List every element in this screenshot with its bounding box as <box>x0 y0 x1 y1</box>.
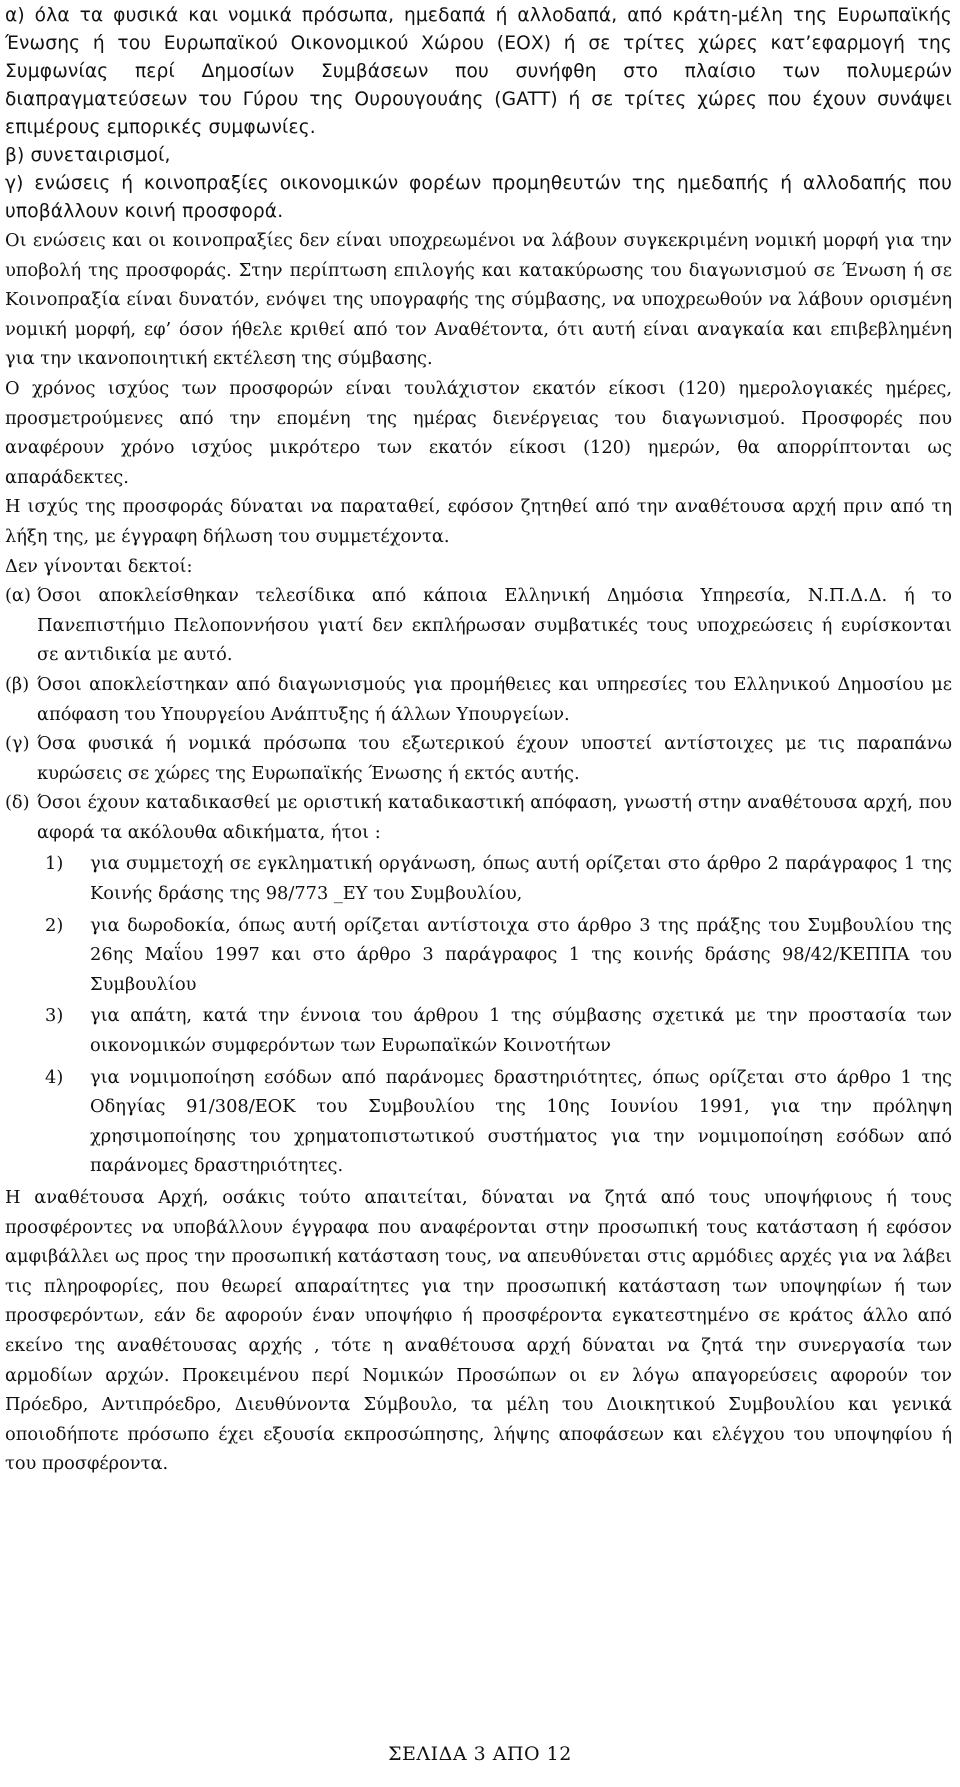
offence-number: 2) <box>45 914 64 936</box>
exclusion-text: Όσοι έχουν καταδικασθεί με οριστική καταδικαστική απόφαση, γνωστή στην αναθέτουσα αρχή, που αφορά τα ακόλουθα αδικήματα, ήτοι : <box>37 792 952 843</box>
offence-number: 4) <box>45 1066 64 1088</box>
authority-request-paragraph: Η αναθέτουσα Αρχή, οσάκις τούτο απαιτείται, δύναται να ζητά από τους υποψήφιους ή τους προσφέροντες να υποβάλλουν έγγραφα που αναφέρονται στην προσωπική τους κατάσταση ή εφόσον αμφιβάλλει ως προς την προσωπική κατάσταση τους, να απευθύνεται στις αρμόδιες αρχές για να λάβει τις πληροφορίες, που θεωρεί απαραίτητες για την προσωπική κατάσταση των υποψηφίων ή των προσφερόντων, εάν δε αφορούν έναν υποψήφιο ή προσφέροντα εγκατεστημένο σε κράτος άλλο από εκείνο της αναθέτουσας αρχής , τότε η αναθέτουσα αρχή δύναται να ζητά την συνεργασία των αρμοδίων αρχών. Προκειμένου περί Νομικών Προσώπων οι εν λόγω απαγορεύσεις αφορούν τον Πρόεδρο, Αντιπρόεδρο, Διευθύνοντα Σύμβουλο, τα μέλη του Διοικητικού Συμβουλίου και γενικά οποιοδήποτε πρόσωπο έχει εξουσία εκπροσώπησης, λήψης αποφάσεων και ελέγχου του υποψηφίου ή του προσφέροντα. <box>5 1187 952 1475</box>
offence-item <box>45 849 952 908</box>
exclusion-item <box>5 788 952 847</box>
offence-item <box>45 1063 952 1181</box>
offence-item <box>45 1001 952 1060</box>
exclusion-label: (β) <box>5 673 30 695</box>
exclusion-text: Όσα φυσικά ή νομικά πρόσωπα του εξωτερικού έχουν υποστεί αντίστοιχες με τις παραπάνω κυρώσεις σε χώρες της Ευρωπαϊκής Ένωσης ή εκτός αυτής. <box>37 733 952 784</box>
offence-number: 3) <box>45 1005 64 1027</box>
exclusion-text: Όσοι αποκλείστηκαν από διαγωνισμούς για προμήθειες και υπηρεσίες του Ελληνικού Δημοσίου με απόφαση του Υπουργείου Ανάπτυξης ή άλλων Υπουργείων. <box>37 673 952 725</box>
not-accepted-heading: Δεν γίνονται δεκτοί: <box>5 555 193 577</box>
exclusion-label: (α) <box>5 585 31 607</box>
exclusion-item <box>5 581 952 670</box>
offences-list <box>5 849 952 1181</box>
intro-section <box>5 0 952 226</box>
offence-item <box>45 911 952 1000</box>
offence-text: για απάτη, κατά την έννοια του άρθρου 1 της σύμβασης σχετικά με την προστασία των οικονομικών συμφερόντων των Ευρωπαϊκών Κοινοτήτων <box>90 1005 952 1057</box>
offence-text: για συμμετοχή σε εγκληματική οργάνωση, όπως αυτή ορίζεται στο άρθρο 2 παράγραφος 1 της Κοινής δράσης της 98/773 _ΕΥ του Συμβουλίου, <box>90 853 952 905</box>
exclusion-item <box>5 729 952 788</box>
offence-number: 1) <box>45 853 64 875</box>
offer-validity-paragraph: Ο χρόνος ισχύος των προσφορών είναι τουλάχιστον εκατόν είκοσι (120) ημερολογιακές ημέρες, προσμετρούμενες από την επομένη της ημέρας διενέργειας του διαγωνισμού. Προσφορές που αναφέρουν χρόνο ισχύος μικρότερο των εκατόν είκοσι (120) ημερών, θα απορρίπτονται ως απαράδεκτες. <box>5 377 952 488</box>
unions-consortia-paragraph: γ) ενώσεις ή κοινοπραξίες οικονομικών φορέων προμηθευτών της ημεδαπής ή αλλοδαπής που υποβάλλουν κοινή προσφορά. <box>5 173 952 222</box>
validity-extension-paragraph: Η ισχύς της προσφοράς δύναται να παραταθεί, εφόσον ζητηθεί από την αναθέτουσα αρχή πριν από τη λήξη της, με έγγραφη δήλωση του συμμετέχοντα. <box>5 496 952 547</box>
body-section <box>5 226 952 1479</box>
offence-text: για δωροδοκία, όπως αυτή ορίζεται αντίστοιχα στο άρθρο 3 της πράξης του Συμβουλίου της 26ης Μαΐου 1997 και στο άρθρο 3 παράγραφος 1 της κοινής δράσης 98/42/ΚΕΠΠΑ του Συμβουλίου <box>90 914 952 995</box>
page-number-footer: ΣΕΛΙΔΑ 3 ΑΠΟ 12 <box>388 1743 572 1765</box>
exclusion-item <box>5 670 952 729</box>
exclusion-label: (δ) <box>5 792 30 814</box>
cooperatives-paragraph: β) συνεταιρισμοί, <box>5 145 171 166</box>
eligible-persons-paragraph: α) όλα τα φυσικά και νομικά πρόσωπα, ημεδαπά ή αλλοδαπά, από κράτη-μέλη της Ευρωπαϊκής Ένωσης ή του Ευρωπαϊκού Οικονομικού Χώρου (ΕΟΧ) ή σε τρίτες χώρες κατ’εφαρμογή της Συμφωνίας περί Δημοσίων Συμβάσεων που συνήφθη στο πλαίσιο των πολυμερών διαπραγματεύσεων του Γύρου της Ουρουγουάης (GATT) ή σε τρίτες χώρες που έχουν συνάψει επιμέρους εμπορικές συμφωνίες. <box>5 5 952 138</box>
exclusion-text: Όσοι αποκλείσθηκαν τελεσίδικα από κάποια Ελληνική Δημόσια Υπηρεσία, Ν.Π.Δ.Δ. ή το Πανεπιστήμιο Πελοποννήσου γιατί δεν εκπλήρωσαν συμβατικές τους υποχρεώσεις ή ευρίσκονται σε αντιδικία με αυτό. <box>37 585 952 666</box>
exclusions-list <box>5 581 952 847</box>
offence-text: για νομιμοποίηση εσόδων από παράνομες δραστηριότητες, όπως ορίζεται στο άρθρο 1 της Οδηγίας 91/308/ΕΟΚ του Συμβουλίου της 10ης Ιουνίου 1991, για την πρόληψη χρησιμοποίησης του χρηματοπιστωτικού συστήματος για την νομιμοποίηση εσόδων από παράνομες δραστηριότητες. <box>90 1066 952 1177</box>
exclusion-label: (γ) <box>5 733 30 755</box>
legal-form-paragraph: Οι ενώσεις και οι κοινοπραξίες δεν είναι υποχρεωμένοι να λάβουν συγκεκριμένη νομική μορφή για την υποβολή της προσφοράς. Στην περίπτωση επιλογής και κατακύρωσης του διαγωνισμού σε Ένωση ή σε Κοινοπραξία είναι δυνατόν, ενόψει της υπογραφής της σύμβασης, να υποχρεωθούν να λάβουν ορισμένη νομική μορφή, εφ’ όσον ήθελε κριθεί από τον Αναθέτοντα, ότι αυτή είναι αναγκαία και επιβεβλημένη για την ικανοποιητική εκτέλεση της σύμβασης. <box>5 230 952 370</box>
